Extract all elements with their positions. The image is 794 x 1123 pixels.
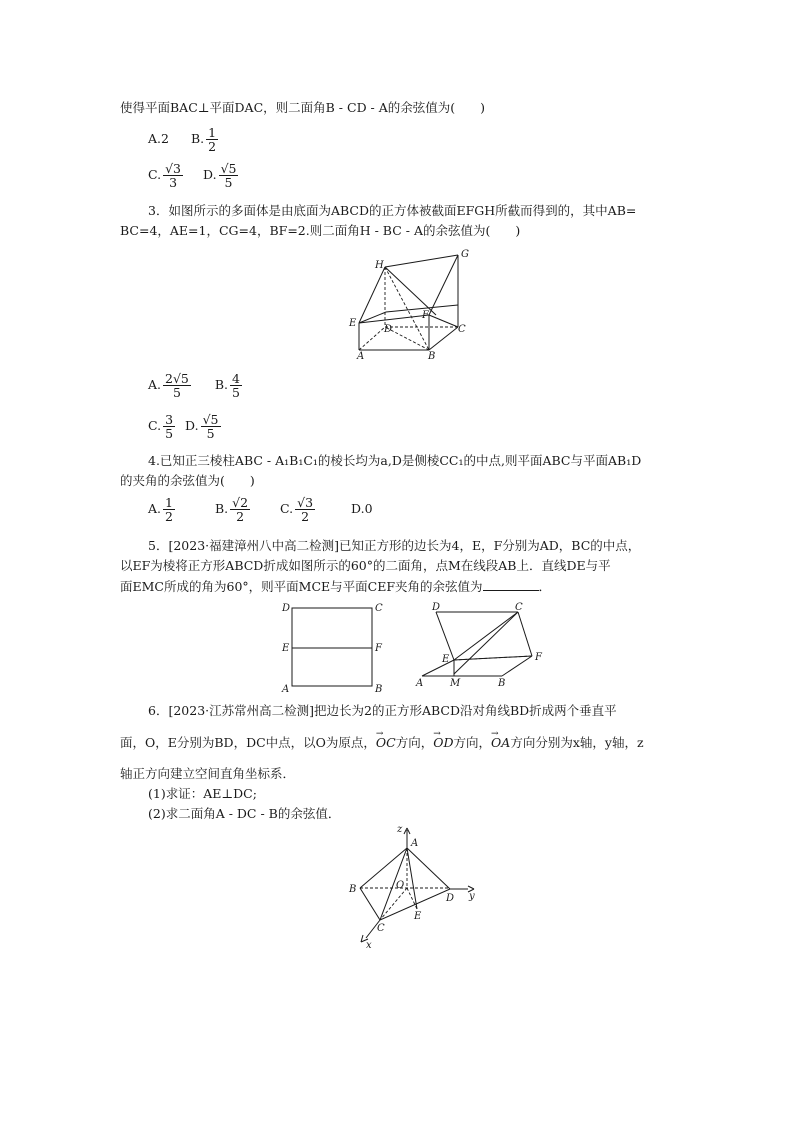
q5-line3: 面EMC所成的角为60°，则平面MCE与平面CEF夹角的余弦值为 ． [120, 579, 552, 594]
q4-option-c[interactable]: C. $\frac{√3}{2}$ [280, 495, 314, 524]
q2-options-row1 [148, 126, 220, 153]
q4-option-b[interactable]: B. $\frac{√2}{2}$ [214, 495, 249, 524]
q6-label-e: E [414, 911, 422, 922]
q2-option-d[interactable]: D. $\frac{√5}{5}$ [203, 161, 237, 190]
q5-fold-label-f: F [535, 652, 542, 663]
q5-fold-label-e: E [442, 654, 450, 665]
q6-label-o: O [396, 880, 405, 891]
q5-square-label-c: C [375, 603, 383, 614]
q4-options-row [148, 496, 373, 523]
q5-answer-blank[interactable] [483, 578, 539, 591]
q6-part2: (2)求二面角A - DC - B的余弦值． [148, 806, 341, 821]
q5-square-label-d: D [282, 603, 291, 614]
q6-vector-oc: → OC [376, 735, 396, 751]
q5-line2: 以EF为棱将正方形ABCD折成如图所示的60°的二面角，点M在线段AB上．直线DE与平 [120, 558, 611, 573]
q2-option-b[interactable]: B. $\frac{1}{2}$ [190, 125, 217, 154]
q5-line1: 5．[2023·福建漳州八中高二检测]已知正方形的边长为4，E，F分别为AD，BC的中点， [148, 538, 641, 553]
q3-line2: BC=4，AE=1，CG=4，BF=2.则二面角H - BC - A的余弦值为( ) [120, 223, 521, 238]
q6-label-y: y [469, 891, 475, 902]
q3-option-b[interactable]: B. $\frac{4}{5}$ [214, 371, 240, 400]
q4-line2: 的夹角的余弦值为( ) [120, 473, 255, 488]
q3-label-g: G [461, 249, 469, 260]
q4-option-a[interactable]: A. $\frac{1}{2}$ [148, 495, 173, 524]
q3-option-a[interactable]: A. $\frac{2√5}{5}$ [148, 371, 189, 400]
q2-stem: 使得平面BAC⊥平面DAC，则二面角B - CD - A的余弦值为( ) [120, 100, 486, 115]
q3-option-c[interactable]: C. $\frac{3}{5}$ [148, 412, 174, 441]
q2-option-a[interactable]: A.2 [148, 131, 169, 146]
q3-label-e: E [349, 318, 357, 329]
q6-label-z: z [397, 824, 403, 835]
q6-figure [340, 822, 490, 950]
q5-fold-label-c: C [515, 602, 523, 613]
q5-fold-label-m: M [450, 678, 461, 689]
q3-label-f: F [422, 310, 429, 321]
q6-vector-oa: → OA [491, 735, 510, 751]
q2-options-row2 [148, 162, 240, 189]
q5-figure-folded [408, 600, 553, 695]
q3-label-d: D [384, 324, 393, 335]
q3-label-a: A [357, 351, 365, 362]
q6-line3: 轴正方向建立空间直角坐标系． [120, 766, 296, 781]
q3-label-b: B [428, 351, 436, 362]
q6-label-d: D [446, 893, 455, 904]
q3-options-row2 [148, 413, 223, 440]
q6-part1: (1)求证：AE⊥DC; [148, 786, 257, 801]
q5-square-label-a: A [282, 684, 290, 695]
q5-square-label-e: E [282, 643, 290, 654]
q5-fold-label-a: A [416, 678, 424, 689]
q3-figure [340, 245, 480, 360]
q6-label-x: x [366, 940, 372, 951]
q5-fold-label-d: D [432, 602, 441, 613]
q6-label-a: A [411, 838, 419, 849]
q4-option-d[interactable]: D.0 [351, 501, 373, 516]
q3-label-c: C [458, 324, 466, 335]
q3-line1: 3．如图所示的多面体是由底面为ABCD的正方体被截面EFGH所截而得到的，其中AB= [148, 203, 637, 218]
q6-label-b: B [349, 884, 357, 895]
q5-figure-square [278, 600, 390, 695]
q6-line2: 面，O，E分别为BD，DC中点，以O为原点，→ OC方向，→ OD方向，→ OA方向分别为x轴，y轴，z [120, 735, 644, 751]
q5-fold-label-b: B [498, 678, 506, 689]
q6-label-c: C [377, 923, 385, 934]
q4-line1: 4.已知正三棱柱ABC - A₁B₁C₁的棱长均为a,D是侧棱CC₁的中点,则平面ABC与平面AB₁D [148, 453, 642, 468]
q5-square-label-f: F [375, 643, 382, 654]
q6-line1: 6．[2023·江苏常州高二检测]把边长为2的正方形ABCD沿对角线BD折成两个垂直平 [148, 703, 617, 718]
q3-label-h: H [375, 260, 384, 271]
q2-option-c[interactable]: C. $\frac{√3}{3}$ [148, 161, 182, 190]
q3-options-row1 [148, 372, 244, 399]
q5-square-label-b: B [375, 684, 383, 695]
q3-option-d[interactable]: D. $\frac{√5}{5}$ [185, 412, 219, 441]
q6-vector-od: → OD [433, 735, 453, 751]
